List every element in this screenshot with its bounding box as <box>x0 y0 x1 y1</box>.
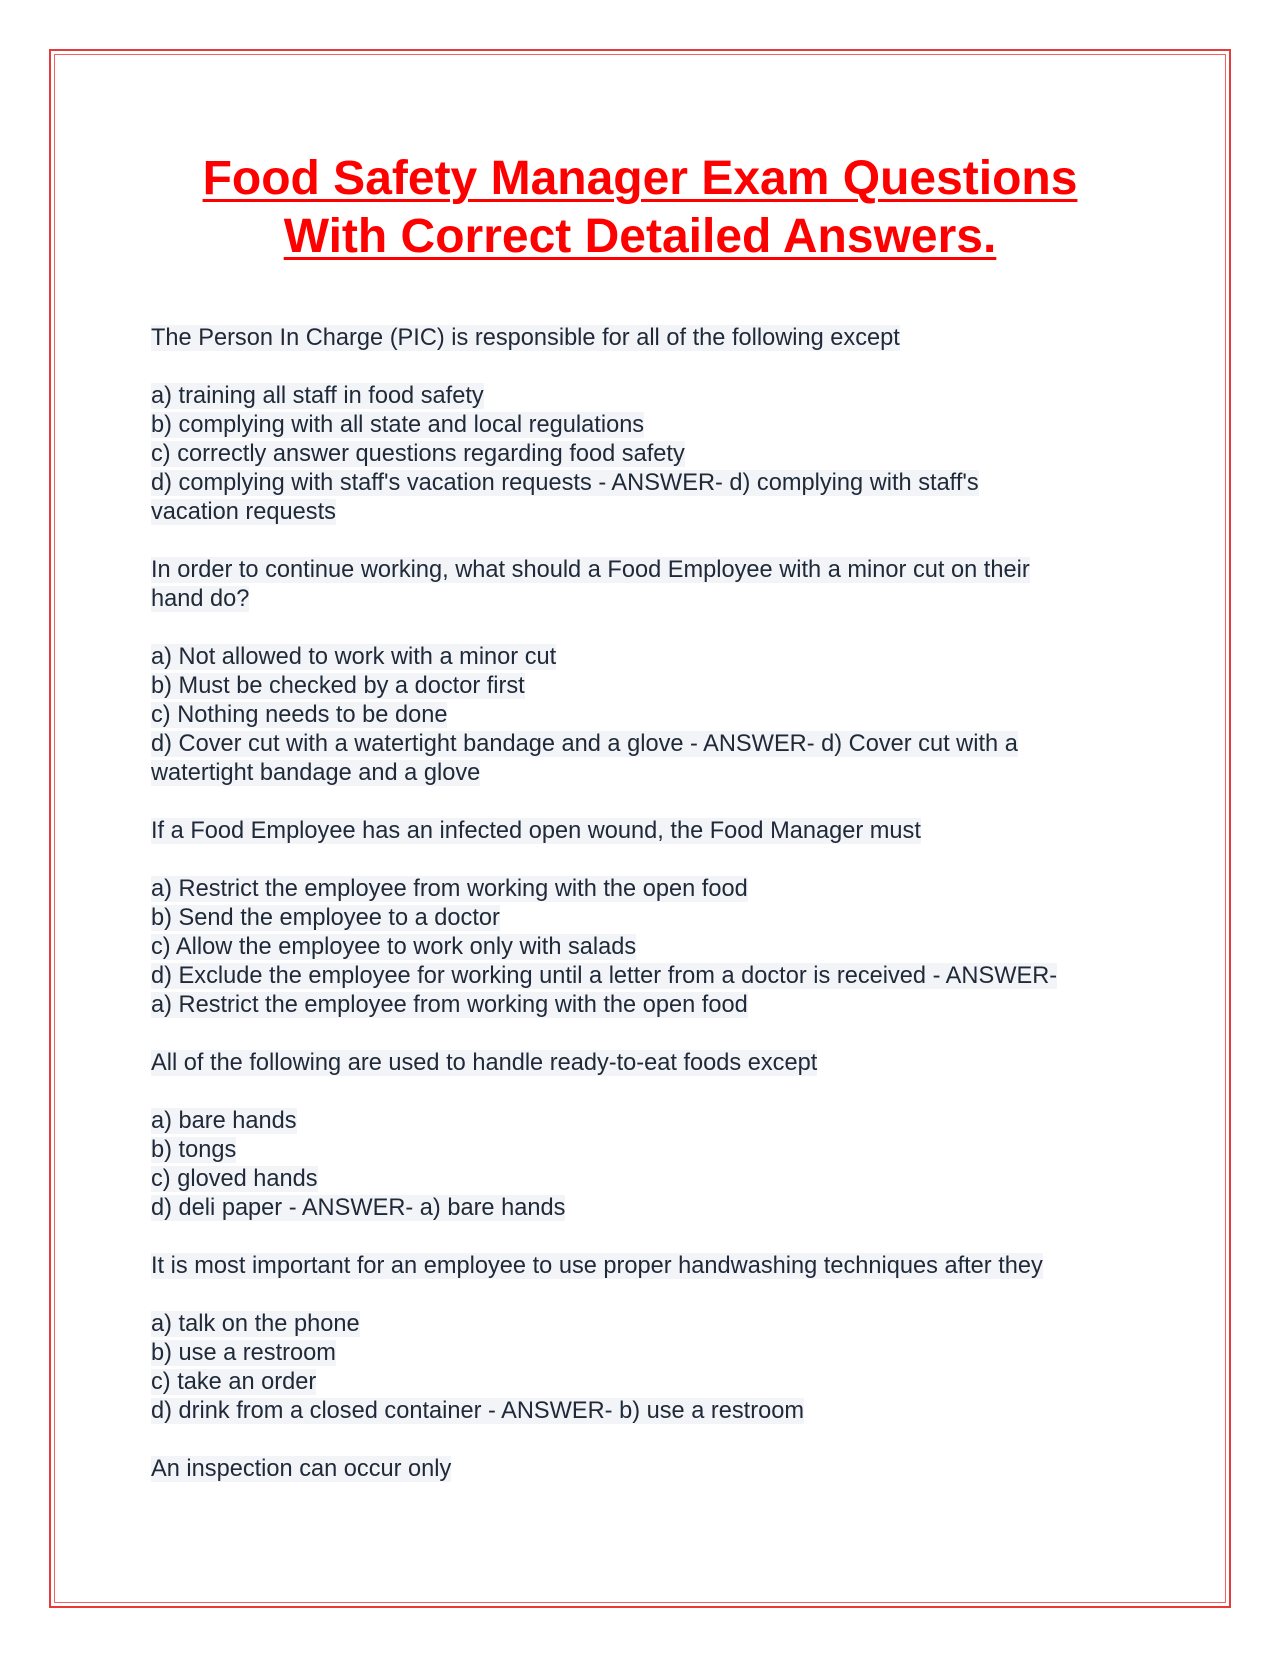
answer-option: b) Must be checked by a doctor first <box>151 673 525 699</box>
document-title <box>120 150 1160 266</box>
answer-option: c) Nothing needs to be done <box>151 702 448 728</box>
answer-option: watertight bandage and a glove <box>151 760 481 786</box>
answer-option: a) talk on the phone <box>151 1311 360 1337</box>
question-list <box>151 324 1131 1484</box>
question-block <box>151 1252 1131 1426</box>
answer-option: b) complying with all state and local regulations <box>151 412 645 438</box>
answer-option: c) take an order <box>151 1369 317 1395</box>
title-line-2: With Correct Detailed Answers. <box>283 210 997 263</box>
answer-option: c) correctly answer questions regarding food safety <box>151 441 685 467</box>
question-block <box>151 1455 1131 1484</box>
answer-option: d) Cover cut with a watertight bandage and a glove - ANSWER- d) Cover cut with a <box>151 731 1018 757</box>
answer-option: d) Exclude the employee for working until a letter from a doctor is received - ANSWER- <box>151 963 1058 989</box>
question-text: In order to continue working, what should a Food Employee with a minor cut on their <box>151 557 1030 583</box>
question-text: If a Food Employee has an infected open wound, the Food Manager must <box>151 818 921 844</box>
answer-option: a) Restrict the employee from working with the open food <box>151 992 748 1018</box>
answer-option: a) bare hands <box>151 1108 297 1134</box>
answer-option: b) use a restroom <box>151 1340 336 1366</box>
answer-option: b) Send the employee to a doctor <box>151 905 500 931</box>
answer-option: a) Not allowed to work with a minor cut <box>151 644 557 670</box>
answer-option: b) tongs <box>151 1137 237 1163</box>
answer-option: vacation requests <box>151 499 336 525</box>
answer-option: d) deli paper - ANSWER- a) bare hands <box>151 1195 566 1221</box>
title-line-1: Food Safety Manager Exam Questions <box>202 152 1078 205</box>
answer-option: c) gloved hands <box>151 1166 318 1192</box>
answer-option: d) complying with staff's vacation requests - ANSWER- d) complying with staff's <box>151 470 979 496</box>
answer-option: a) Restrict the employee from working with the open food <box>151 876 748 902</box>
question-block <box>151 817 1131 1020</box>
answer-option: d) drink from a closed container - ANSWER- b) use a restroom <box>151 1398 804 1424</box>
answer-option: c) Allow the employee to work only with salads <box>151 934 637 960</box>
answer-option: a) training all staff in food safety <box>151 383 484 409</box>
question-block <box>151 324 1131 527</box>
question-text: An inspection can occur only <box>151 1456 452 1482</box>
question-text: hand do? <box>151 586 250 612</box>
question-text: It is most important for an employee to use proper handwashing techniques after they <box>151 1253 1043 1279</box>
question-text: The Person In Charge (PIC) is responsible for all of the following except <box>151 325 900 351</box>
question-block <box>151 1049 1131 1223</box>
question-block <box>151 556 1131 788</box>
question-text: All of the following are used to handle ready-to-eat foods except <box>151 1050 818 1076</box>
